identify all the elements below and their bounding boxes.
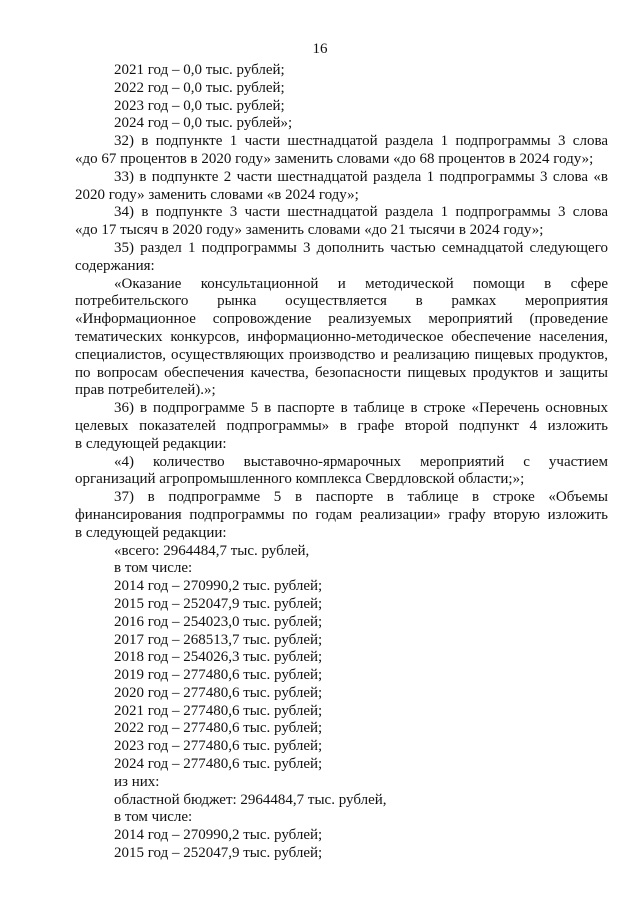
text-line: в следующей редакции: (75, 435, 227, 452)
text-line: целевых показателей подпрограммы» в графе второй подпункт 4 изложить (75, 417, 608, 434)
text-line: 2024 год – 277480,6 тыс. рублей; (114, 756, 323, 773)
text-line: 2023 год – 0,0 тыс. рублей; (114, 97, 285, 114)
text-line: организаций агропромышленного комплекса Свердловской области;»; (75, 471, 525, 488)
text-line: 2022 год – 0,0 тыс. рублей; (114, 79, 285, 96)
text-line: 2014 год – 270990,2 тыс. рублей; (114, 578, 323, 595)
document-body (75, 62, 608, 863)
text-line: «до 67 процентов в 2020 году» заменить словами «до 68 процентов в 2024 году»; (75, 150, 594, 167)
text-line: в том числе: (114, 560, 193, 577)
text-line: областной бюджет: 2964484,7 тыс. рублей, (114, 791, 387, 808)
text-line: 2023 год – 277480,6 тыс. рублей; (114, 738, 323, 755)
page-number: 16 (312, 41, 328, 57)
text-line: 32) в подпункте 1 части шестнадцатой раздела 1 подпрограммы 3 слова (114, 133, 608, 150)
text-line: 2014 год – 270990,2 тыс. рублей; (114, 827, 323, 844)
text-line: «до 17 тысяч в 2020 году» заменить словами «до 21 тысячи в 2024 году»; (75, 222, 544, 239)
text-line: 36) в подпрограмме 5 в паспорте в таблице в строке «Перечень основных (114, 400, 608, 417)
text-line: «Оказание консультационной и методической помощи в сфере (114, 275, 608, 292)
text-line: 2017 год – 268513,7 тыс. рублей; (114, 631, 323, 648)
text-line: 2015 год – 252047,9 тыс. рублей; (114, 595, 323, 612)
text-line: финансирования подпрограммы по годам реализации» графу вторую изложить (75, 506, 608, 523)
text-line: 2015 год – 252047,9 тыс. рублей; (114, 845, 323, 862)
text-line: 2024 год – 0,0 тыс. рублей»; (114, 115, 293, 132)
text-line: потребительского рынка осуществляется в рамках мероприятия (75, 293, 608, 310)
text-line: по вопросам обеспечения качества, безопасности пищевых продуктов и защиты (75, 364, 608, 381)
text-line: прав потребителей).»; (75, 382, 216, 399)
text-line: 2019 год – 277480,6 тыс. рублей; (114, 667, 323, 684)
text-line: специалистов, осуществляющих производство и реализацию пищевых продуктов, (75, 346, 608, 363)
text-line: «всего: 2964484,7 тыс. рублей, (114, 542, 310, 559)
text-line: 2020 год – 277480,6 тыс. рублей; (114, 684, 323, 701)
text-line: 35) раздел 1 подпрограммы 3 дополнить частью семнадцатой следующего (114, 239, 608, 256)
text-line: тематических конкурсов, информационно-методическое обеспечение населения, (75, 328, 608, 345)
text-line: «Информационное сопровождение реализуемых мероприятий (проведение (75, 311, 608, 328)
text-line: 2021 год – 277480,6 тыс. рублей; (114, 702, 323, 719)
text-line: в том числе: (114, 809, 193, 826)
text-line: 2020 году» заменить словами «в 2024 году»; (75, 186, 359, 203)
text-line: 2016 год – 254023,0 тыс. рублей; (114, 613, 323, 630)
text-line: содержания: (75, 257, 155, 274)
text-line: 34) в подпункте 3 части шестнадцатой раздела 1 подпрограммы 3 слова (114, 204, 608, 221)
text-line: 37) в подпрограмме 5 в паспорте в таблице в строке «Объемы (114, 489, 608, 506)
text-line: из них: (114, 773, 160, 790)
text-line: 2021 год – 0,0 тыс. рублей; (114, 62, 285, 78)
text-line: в следующей редакции: (75, 524, 227, 541)
text-line: 33) в подпункте 2 части шестнадцатой раздела 1 подпрограммы 3 слова «в (114, 168, 608, 185)
text-line: «4) количество выставочно-ярмарочных мероприятий с участием (114, 453, 608, 470)
text-line: 2018 год – 254026,3 тыс. рублей; (114, 649, 323, 666)
text-line: 2022 год – 277480,6 тыс. рублей; (114, 720, 323, 737)
